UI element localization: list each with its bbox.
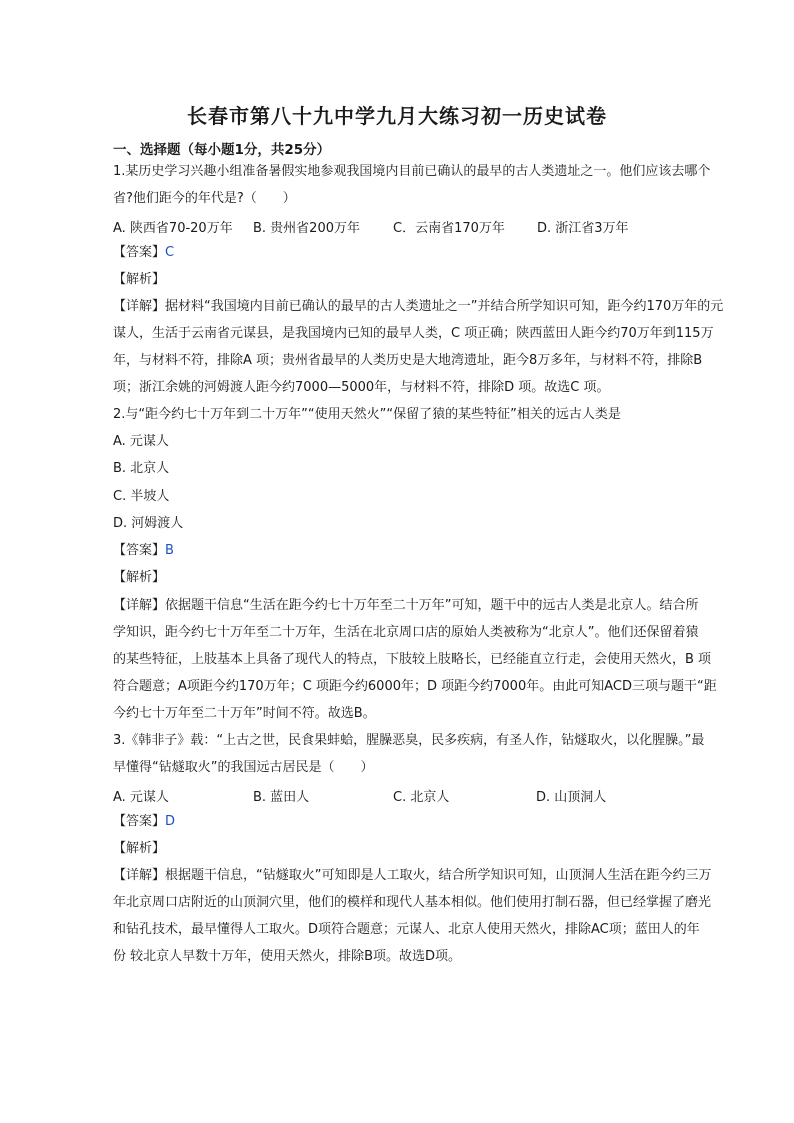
question-2-detail-line-2: 学知识，距今约七十万年至二十万年，生活在北京周口店的原始人类被称为“北京人”。他们还保留着猿 xyxy=(113,625,699,640)
question-2-option-d: D. 河姆渡人 xyxy=(113,516,184,531)
question-2-option-b: B. 北京人 xyxy=(113,461,170,476)
question-2-answer: 【答案】B xyxy=(113,543,174,558)
question-3-option-c: C. 北京人 xyxy=(393,790,450,805)
question-3-stem-line-2: 早懂得“钻燧取火”的我国远古居民是（ ） xyxy=(113,760,374,775)
question-1-answer: 【答案】C xyxy=(113,245,175,260)
question-1-detail-line-3: 年，与材料不符，排除A 项；贵州省最早的人类历史是大地湾遗址，距今8万多年，与材料不符，排除B xyxy=(113,353,703,368)
question-1-stem-line-1: 1.某历史学习兴趣小组准备暑假实地参观我国境内目前已确认的最早的古人类遗址之一。他们应该去哪个 xyxy=(113,164,711,179)
question-2-option-c: C. 半坡人 xyxy=(113,489,170,504)
question-2-detail-line-4: 符合题意；A项距今约170万年；C 项距今约6000年；D 项距今约7000年。由此可知ACD三项与题干“距 xyxy=(113,679,717,694)
question-3-option-a: A. 元谋人 xyxy=(113,790,169,805)
question-1-option-c: C．云南省170万年 xyxy=(393,221,505,236)
question-1-stem-line-2: 省?他们距今的年代是?（ ） xyxy=(113,191,296,206)
question-1-analysis-label: 【解析】 xyxy=(113,272,166,287)
question-1-detail-line-2: 谋人，生活于云南省元谋县，是我国境内已知的最早人类，C 项正确；陕西蓝田人距今约70万年到115万 xyxy=(113,326,714,341)
question-1-option-d: D. 浙江省3万年 xyxy=(537,221,629,236)
question-1-option-a: A. 陕西省70-20万年 xyxy=(113,221,233,236)
question-2-detail-line-1: 【详解】依据题干信息“生活在距今约七十万年至二十万年”可知，题干中的远古人类是北京人。结合所 xyxy=(113,598,699,613)
question-2-option-a: A. 元谋人 xyxy=(113,434,169,449)
question-1-detail-line-1: 【详解】据材料“我国境内目前已确认的最早的古人类遗址之一”并结合所学知识可知，距今约170万年的元 xyxy=(113,299,724,314)
question-1-option-b: B. 贵州省200万年 xyxy=(253,221,360,236)
question-1-detail-line-4: 项；浙江余姚的河姆渡人距今约7000—5000年，与材料不符，排除D 项。故选C 项。 xyxy=(113,380,610,395)
question-3-analysis-label: 【解析】 xyxy=(113,841,166,856)
question-3-answer: 【答案】D xyxy=(113,814,176,829)
question-3-detail-line-4: 份 较北京人早数十万年，使用天然火，排除B项。故选D项。 xyxy=(113,949,462,964)
question-3-option-b: B. 蓝田人 xyxy=(253,790,310,805)
question-2-detail-line-5: 今约七十万年至二十万年”时间不符。故选B。 xyxy=(113,706,376,721)
question-3-detail-line-3: 和钻孔技术，最早懂得人工取火。D项符合题意；元谋人、北京人使用天然火，排除AC项；蓝田人的年 xyxy=(113,922,700,937)
question-3-option-d: D. 山顶洞人 xyxy=(536,790,607,805)
section-heading: 一、选择题（每小题1分，共25分） xyxy=(113,142,331,158)
question-3-stem-line-1: 3.《韩非子》载：“上古之世，民食果蚌蛤，腥臊恶臭，民多疾病，有圣人作，钻燧取火，以化腥臊。”最 xyxy=(113,733,705,748)
question-3-detail-line-1: 【详解】根据题干信息，“钻燧取火”可知即是人工取火，结合所学知识可知，山顶洞人生活在距今约三万 xyxy=(113,868,712,883)
question-2-analysis-label: 【解析】 xyxy=(113,570,166,585)
page-title: 长春市第八十九中学九月大练习初一历史试卷 xyxy=(187,104,607,128)
question-2-detail-line-3: 的某些特征，上肢基本上具备了现代人的特点，下肢较上肢略长，已经能直立行走，会使用天然火，B 项 xyxy=(113,652,712,667)
question-3-detail-line-2: 年北京周口店附近的山顶洞穴里，他们的模样和现代人基本相似。他们使用打制石器，但已经掌握了磨光 xyxy=(113,895,712,910)
question-2-stem: 2.与“距今约七十万年到二十万年”“使用天然火”“保留了猿的某些特征”相关的远古人类是 xyxy=(113,407,621,422)
